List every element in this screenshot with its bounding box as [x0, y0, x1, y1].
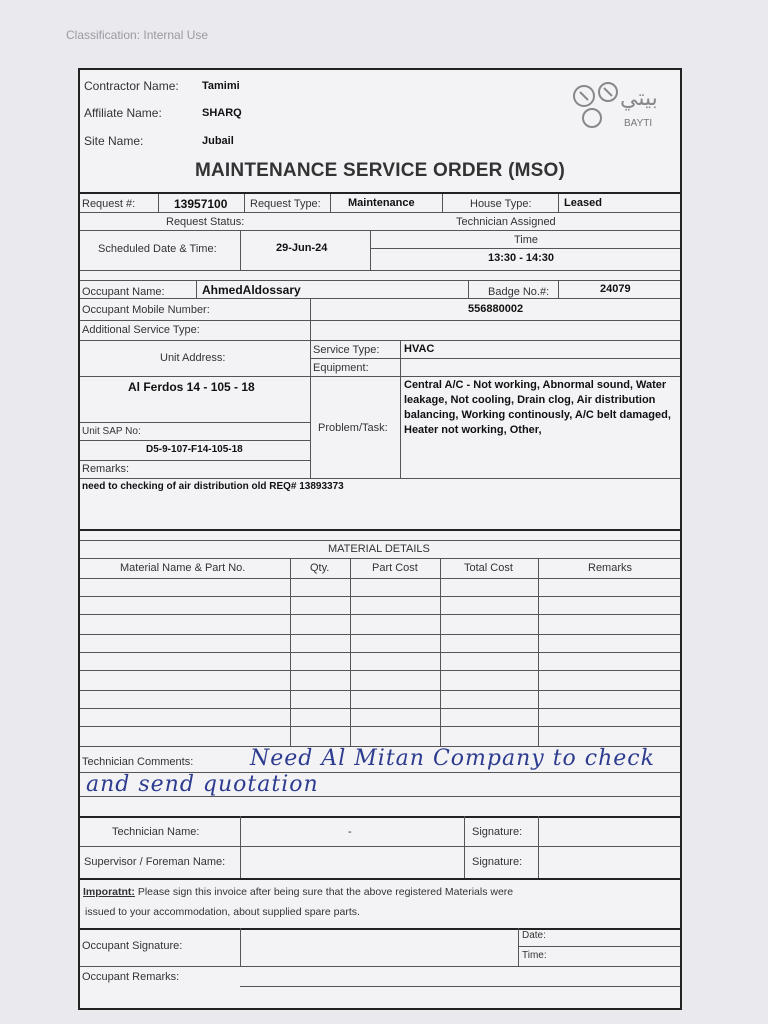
col-total-cost: Total Cost: [464, 562, 513, 574]
col-remarks: Remarks: [588, 562, 633, 574]
technician-name-value: -: [348, 826, 352, 838]
mobile-value: 556880002: [468, 303, 524, 315]
occupant-signature-label: Occupant Signature:: [82, 940, 183, 952]
problem-value: Central A/C - Not working, Abnormal sound, Water leakage, Not cooling, Drain clog, Air distribution balancing, Working continously, A/C belt damaged, Heater not working, Other,: [404, 379, 671, 436]
problem-label: Problem/Task:: [318, 422, 388, 434]
col-part-cost: Part Cost: [372, 562, 418, 574]
col-material-name: Material Name & Part No.: [120, 562, 246, 574]
site-label: Site Name:: [84, 134, 144, 148]
unit-sap-label: Unit SAP No:: [82, 426, 141, 437]
additional-service-label: Additional Service Type:: [82, 324, 200, 336]
occupant-remarks-label: Occupant Remarks:: [82, 971, 180, 983]
technician-comments-line1: Need Al Mitan Company to check: [250, 746, 655, 771]
technician-comments-label: Technician Comments:: [82, 756, 194, 768]
unit-address-value: Al Ferdos 14 - 105 - 18: [128, 380, 255, 394]
request-no-value: 13957100: [174, 197, 228, 211]
col-qty: Qty.: [310, 562, 330, 574]
request-type-value: Maintenance: [348, 197, 415, 209]
scheduled-date-value: 29-Jun-24: [276, 242, 328, 254]
remarks-value: need to checking of air distribution old REQ# 13893373: [82, 481, 344, 492]
request-status-label: Request Status:: [166, 216, 245, 228]
badge-label: Badge No.#:: [488, 286, 550, 298]
supervisor-name-label: Supervisor / Foreman Name:: [84, 856, 226, 868]
affiliate-value: SHARQ: [202, 107, 242, 119]
date-label: Date:: [522, 930, 546, 941]
service-type-label: Service Type:: [313, 344, 380, 356]
house-type-value: Leased: [564, 197, 602, 209]
occupant-name-value: AhmedAldossary: [202, 283, 301, 297]
service-order-form: [78, 68, 682, 1010]
remarks-label: Remarks:: [82, 463, 130, 475]
unit-sap-value: D5-9-107-F14-105-18: [146, 444, 243, 455]
logo-arabic: بيتي: [620, 86, 658, 111]
technician-signature-label: Signature:: [472, 826, 523, 838]
equipment-label: Equipment:: [313, 362, 369, 374]
house-type-label: House Type:: [470, 198, 532, 210]
material-details-title: MATERIAL DETAILS: [328, 543, 430, 555]
unit-address-label: Unit Address:: [160, 352, 226, 364]
service-type-value: HVAC: [404, 343, 435, 355]
time-label: Time: [514, 234, 539, 246]
logo-latin: BAYTI: [624, 118, 653, 129]
badge-value: 24079: [600, 283, 631, 295]
important-text-2: issued to your accommodation, about supplied spare parts.: [85, 906, 360, 918]
request-no-label: Request #:: [82, 198, 136, 210]
contractor-label: Contractor Name:: [84, 79, 179, 93]
affiliate-label: Affiliate Name:: [84, 106, 162, 120]
mobile-label: Occupant Mobile Number:: [82, 304, 210, 316]
occupant-name-label: Occupant Name:: [82, 286, 165, 298]
request-status-value: Technician Assigned: [456, 216, 556, 228]
time-footer-label: Time:: [522, 950, 547, 961]
important-label: Imporatnt:: [83, 886, 135, 898]
technician-name-label: Technician Name:: [112, 826, 200, 838]
important-note: [83, 882, 673, 922]
important-text: Please sign this invoice after being sure that the above registered Materials were: [134, 886, 514, 898]
time-value: 13:30 - 14:30: [488, 252, 555, 264]
scheduled-label: Scheduled Date & Time:: [98, 243, 217, 255]
contractor-value: Tamimi: [202, 80, 240, 92]
request-type-label: Request Type:: [250, 198, 321, 210]
site-value: Jubail: [202, 135, 234, 147]
supervisor-signature-label: Signature:: [472, 856, 523, 868]
bayti-logo: [572, 78, 672, 138]
form-title: MAINTENANCE SERVICE ORDER (MSO): [194, 160, 566, 181]
classification-label: Classification: Internal Use: [66, 28, 209, 42]
technician-comments-line2: and send quotation: [86, 772, 319, 797]
